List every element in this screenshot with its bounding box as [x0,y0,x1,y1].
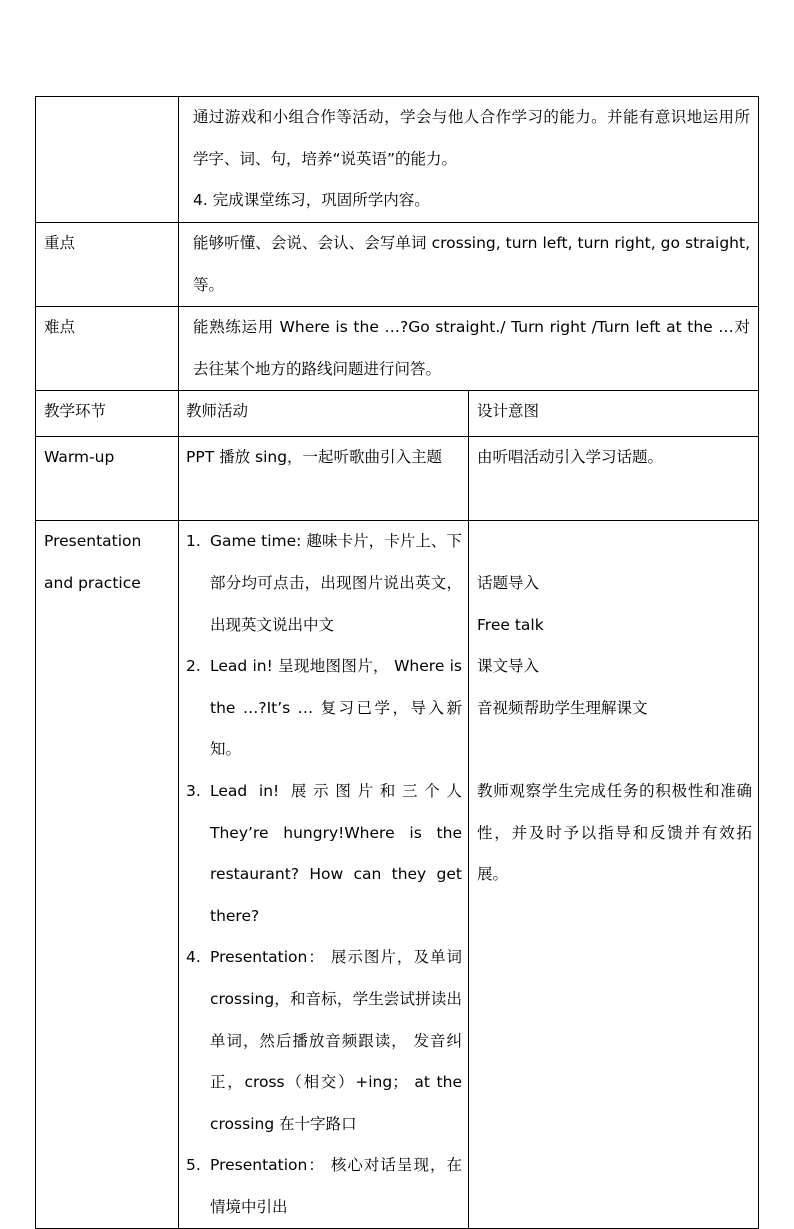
warmup-intent-cell [469,437,759,521]
activity-number: 5. [186,1156,201,1175]
activity-number: 4. [186,948,201,967]
activity-item [186,646,462,771]
key-points-text: 能够听懂、会说、会认、会写单词 crossing, turn left, turn right, go straight, 等。 [193,234,750,294]
spacer [469,729,758,771]
lesson-plan-table [35,96,759,1229]
difficulties-row [36,307,759,391]
key-points-row [36,223,759,307]
objectives-cell [179,97,759,223]
warmup-activity: PPT 播放 sing，一起听歌曲引入主题 [186,448,443,467]
warmup-stage: Warm-up [44,448,115,467]
activity-number: 3. [186,781,201,800]
activity-number: 1. [186,532,201,551]
key-points-label: 重点 [44,234,76,252]
difficulties-cell [179,307,759,391]
header-row [36,391,759,437]
activity-item [186,771,462,937]
header-intent: 设计意图 [477,402,540,421]
warmup-row [36,437,759,521]
activities-list [179,521,468,1228]
intent-free-talk: Free talk [477,615,544,634]
header-activity-cell [179,391,469,437]
empty-label-cell [36,97,179,223]
header-intent-cell [469,391,759,437]
activity-item [186,937,462,1145]
activity-text: Game time: 趣味卡片，卡片上、下部分均可点击，出现图片说出英文，出现英文说出中文 [210,532,462,634]
activity-text: Presentation： 展示图片，及单词 crossing，和音标，学生尝试拼读出单词，然后播放音频跟读， 发音纠正，cross（相交）+ing； at the crossing 在十字路口 [210,948,462,1133]
activity-text: Lead in! 呈现地图图片， Where is the …?It’s … 复习已学，导入新知。 [210,657,462,759]
presentation-stage-line1: Presentation [44,532,142,551]
objective-item-4: 4. 完成课堂练习，巩固所学内容。 [193,191,430,210]
activity-item [186,521,462,646]
header-stage-cell [36,391,179,437]
difficulties-text: 能熟练运用 Where is the …?Go straight./ Turn right /Turn left at the …对去往某个地方的路线问题进行问答。 [193,318,750,378]
difficulties-label: 难点 [44,318,76,337]
activity-number: 2. [186,657,201,676]
intent-teacher-observe: 教师观察学生完成任务的积极性和准确性，并及时予以指导和反馈并有效拓展。 [477,781,752,884]
spacer [469,521,758,563]
warmup-intent: 由听唱活动引入学习话题。 [477,448,664,467]
activity-text: Presentation： 核心对话呈现，在情境中引出 [210,1156,462,1216]
header-activity: 教师活动 [186,402,249,421]
header-stage: 教学环节 [44,402,107,421]
objective-text: 通过游戏和小组合作等活动，学会与他人合作学习的能力。并能有意识地运用所学字、词、句，培养“说英语”的能力。 [193,108,750,168]
intent-text-intro: 课文导入 [477,657,540,676]
activity-text: Lead in! 展示图片和三个人 They’re hungry!Where is the restaurant? How can they get there? [210,781,462,925]
key-points-cell [179,223,759,307]
objectives-continued-row [36,97,759,223]
difficulties-label-cell [36,307,179,391]
warmup-activity-cell [179,437,469,521]
key-points-label-cell [36,223,179,307]
activity-item [186,1145,462,1228]
intent-topic-intro: 话题导入 [477,573,540,592]
intent-audio-video: 音视频帮助学生理解课文 [477,698,648,717]
warmup-stage-cell [36,437,179,521]
presentation-stage-line2: and practice [44,573,141,592]
